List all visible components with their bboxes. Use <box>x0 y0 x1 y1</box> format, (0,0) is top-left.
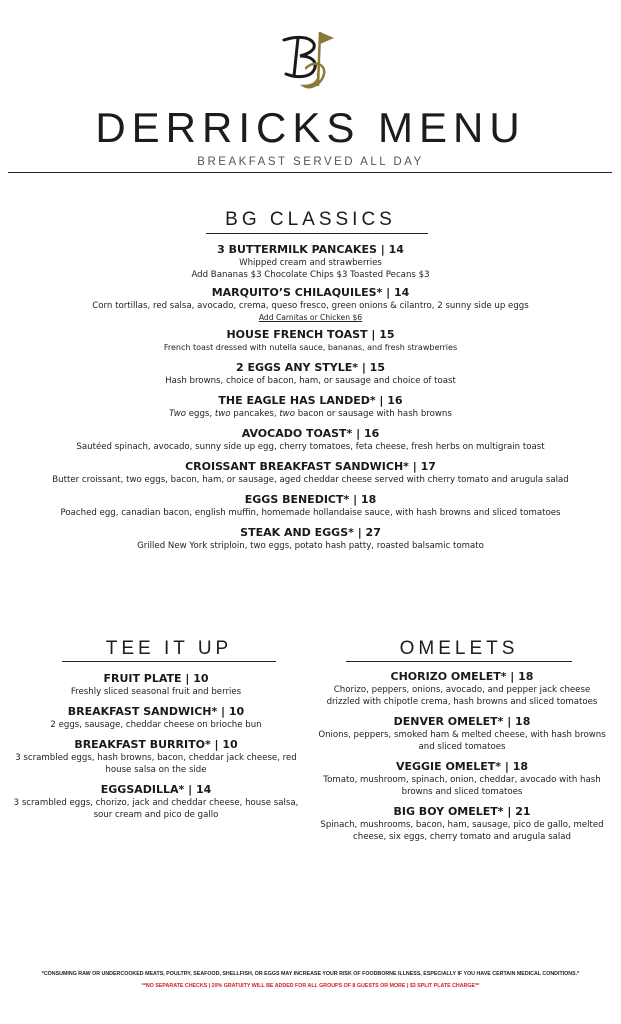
menu-item-eagle-has-landed <box>0 393 621 420</box>
item-name: THE EAGLE HAS LANDED* | 16 <box>218 394 403 407</box>
menu-item-breakfast-sandwich <box>10 704 302 731</box>
tee-it-up-list <box>10 671 302 821</box>
item-desc: Two eggs, two pancakes, two bacon or sausage with hash browns <box>169 409 452 419</box>
item-desc: 3 scrambled eggs, hash browns, bacon, cheddar jack cheese, red house salsa on the side <box>15 753 297 775</box>
menu-item-eggs-benedict <box>0 492 621 519</box>
item-name: STEAK AND EGGS* | 27 <box>240 526 381 539</box>
item-desc: Chorizo, peppers, onions, avocado, and pepper jack cheese drizzled with chipotle crema, hash browns and sliced tomatoes <box>326 685 598 707</box>
menu-item-chorizo-omelet <box>318 669 606 708</box>
item-desc: Whipped cream and strawberries <box>239 258 382 268</box>
group-policy-notice: **NO SEPARATE CHECKS | 20% GRATUITY WILL BE ADDED FOR ALL GROUPS OF 8 GUESTS OR MORE | $3 SPLIT PLATE CHARGE** <box>141 983 480 989</box>
menu-item-denver-omelet <box>318 714 606 753</box>
item-name: FRUIT PLATE | 10 <box>103 672 209 685</box>
item-desc: French toast dressed with nutella sauce, bananas, and fresh strawberries <box>163 343 458 352</box>
item-name: VEGGIE OMELET* | 18 <box>395 760 529 773</box>
menu-item-big-boy-omelet <box>318 804 606 843</box>
menu-subtitle: BREAKFAST SERVED ALL DAY <box>197 156 424 168</box>
section-divider-tee-it-up <box>62 661 276 662</box>
raw-food-disclaimer: *CONSUMING RAW OR UNDERCOOKED MEATS, POULTRY, SEAFOOD, SHELLFISH, OR EGGS MAY INCREASE YOUR RISK OF FOODBORNE ILLNESS, ESPECIALLY IF YOU HAVE CERTAIN MEDICAL CONDITIONS.* <box>41 971 580 977</box>
menu-item-chilaquiles <box>0 285 621 323</box>
section-title-tee-it-up: TEE IT UP <box>105 638 233 659</box>
menu-item-french-toast <box>0 327 621 354</box>
item-desc: Freshly sliced seasonal fruit and berries <box>70 687 242 697</box>
item-name: 2 EGGS ANY STYLE* | 15 <box>236 361 385 374</box>
menu-item-croissant-sandwich <box>0 459 621 486</box>
item-desc: Onions, peppers, smoked ham & melted cheese, with hash browns and sliced tomatoes <box>318 730 606 752</box>
bg-golf-flag-monogram-icon <box>274 28 346 94</box>
item-name: BIG BOY OMELET* | 21 <box>393 805 531 818</box>
section-divider-omelets <box>346 661 572 662</box>
item-name: EGGS BENEDICT* | 18 <box>244 493 377 506</box>
menu-item-buttermilk-pancakes <box>0 242 621 281</box>
menu-item-fruit-plate <box>10 671 302 698</box>
menu-item-breakfast-burrito <box>10 737 302 776</box>
omelets-list <box>318 669 606 843</box>
item-name: AVOCADO TOAST* | 16 <box>241 427 380 440</box>
item-desc: Poached egg, canadian bacon, english muffin, homemade hollandaise sauce, with hash browns and sliced tomatoes <box>60 508 561 518</box>
section-title-omelets: OMELETS <box>399 638 519 659</box>
item-name: BREAKFAST SANDWICH* | 10 <box>67 705 245 718</box>
item-addons: Add Bananas $3 Chocolate Chips $3 Toasted Pecans $3 <box>191 270 430 280</box>
section-divider-bg-classics <box>206 233 428 234</box>
menu-title: DERRICKS MENU <box>95 104 526 151</box>
item-name: HOUSE FRENCH TOAST | 15 <box>226 328 395 341</box>
item-desc: Tomato, mushroom, spinach, onion, cheddar, avocado with hash browns and sliced tomatoes <box>323 775 601 797</box>
item-desc: Butter croissant, two eggs, bacon, ham, or sausage, aged cheddar cheese served with cherry tomato and arugula salad <box>52 475 569 485</box>
item-name: DENVER OMELET* | 18 <box>393 715 531 728</box>
item-desc: 2 eggs, sausage, cheddar cheese on brioche bun <box>50 720 262 730</box>
bg-classics-list <box>0 242 621 552</box>
item-name: 3 BUTTERMILK PANCAKES | 14 <box>217 243 404 256</box>
section-title-bg-classics: BG CLASSICS <box>225 209 396 230</box>
item-name: BREAKFAST BURRITO* | 10 <box>74 738 238 751</box>
item-desc: Sautéed spinach, avocado, sunny side up egg, cherry tomatoes, feta cheese, fresh herbs on multigrain toast <box>76 442 545 452</box>
item-desc: Grilled New York striploin, two eggs, potato hash patty, roasted balsamic tomato <box>137 541 484 551</box>
header-divider <box>8 172 612 173</box>
menu-item-2-eggs-any-style <box>0 360 621 387</box>
item-name: CROISSANT BREAKFAST SANDWICH* | 17 <box>185 460 436 473</box>
item-desc: Spinach, mushrooms, bacon, ham, sausage, pico de gallo, melted cheese, six eggs, cherry tomato and arugula salad <box>320 820 604 842</box>
item-desc: Corn tortillas, red salsa, avocado, crema, queso fresco, green onions & cilantro, 2 sunny side up eggs <box>92 301 529 311</box>
menu-item-avocado-toast <box>0 426 621 453</box>
item-desc: Hash browns, choice of bacon, ham, or sausage and choice of toast <box>165 376 456 386</box>
menu-item-steak-and-eggs <box>0 525 621 552</box>
item-name: CHORIZO OMELET* | 18 <box>390 670 534 683</box>
menu-item-eggsadilla <box>10 782 302 821</box>
item-name: MARQUITO’S CHILAQUILES* | 14 <box>211 286 410 299</box>
item-addons: Add Carnitas or Chicken $6 <box>258 313 363 322</box>
item-name: EGGSADILLA* | 14 <box>100 783 212 796</box>
item-desc: 3 scrambled eggs, chorizo, jack and cheddar cheese, house salsa, sour cream and pico de gallo <box>13 798 299 820</box>
menu-item-veggie-omelet <box>318 759 606 798</box>
